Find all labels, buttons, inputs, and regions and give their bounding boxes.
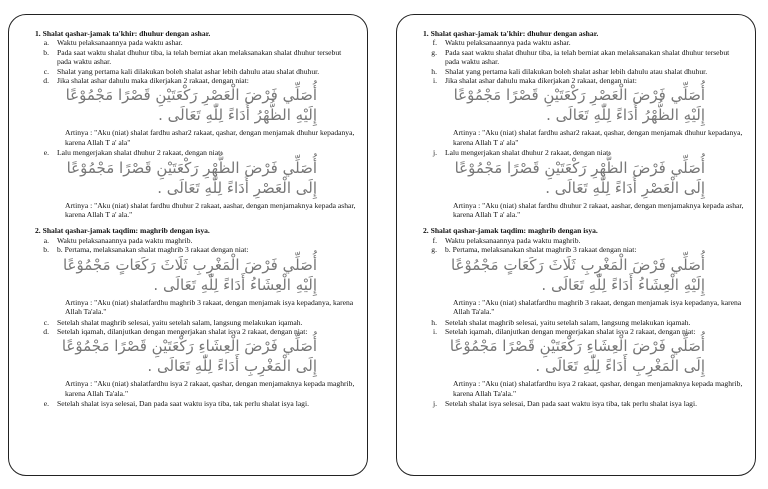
list-item: [35, 318, 357, 327]
arabic-line: إِلَيْهِ الْعِشَاءُ أَدَاءً لِلّٰهِ تَعَالَى .: [153, 275, 317, 294]
list-item-label: i.: [432, 326, 437, 336]
list-item-text: Setelah shalat maghrib selesai, yaitu setelah salam, langsung melakukan iqamah.: [445, 317, 691, 327]
list-item-label: d.: [43, 326, 49, 336]
list-item-text: Setelah shalat isya selesai, Dan pada saat waktu isya tiba, tak perlu shalat isya lagi.: [57, 399, 309, 409]
arabic-line: أُصَلِّي فَرْضَ الْعِشَاءِ رَكْعَتَيْنِ قَصْرًا مَجْمُوْعًا: [61, 337, 317, 356]
list-item: [35, 76, 357, 85]
list-item: [423, 76, 745, 85]
list-item-label: e.: [43, 399, 49, 409]
arabic-line: إِلَيْهِ الْعِشَاءُ أَدَاءً لِلّٰهِ تَعَالَى .: [541, 275, 705, 294]
list-item-text: Waktu pelaksanaannya pada waktu maghrib.: [57, 235, 193, 245]
arabic-line: إِلَيْهِ الظُّهْرُ أَدَاءً لِلّٰهِ تَعَالَى .: [158, 106, 317, 125]
arabic-niat: [423, 158, 745, 198]
list-item-label: j.: [432, 148, 437, 158]
list-item-label: g.: [431, 245, 437, 255]
page-content: [423, 29, 745, 409]
translation-text: Artinya : "Aku (niat) shalat fardhu ashar2 rakaat, qashar, dengan menjamak dhuhur kepadanya, karena Allah T a' ala": [453, 128, 743, 147]
list-item-text: Lalu mengerjakan shalat dhuhur 2 rakaat, dengan niat:: [57, 148, 223, 158]
translation-text: Artinya : "Aku (niat) shalat fardhu dhuhur 2 rakaat, aashar, dengan menjamaknya kepada ashar, karena Allah T a' ala.": [453, 200, 744, 220]
list-item: [423, 399, 745, 408]
list-item: [35, 236, 357, 245]
section-2: [35, 226, 357, 408]
list-item: [423, 48, 745, 67]
list-item-text: Setelah shalat isya selesai, Dan pada saat waktu isya tiba, tak perlu shalat isya lagi.: [445, 399, 697, 409]
page-content: [35, 29, 357, 409]
list-item-text: Pada saat waktu shalat dhuhur tiba, ia telah berniat akan melaksanakan shalat dhuhur tersebut pada waktu ashar.: [445, 47, 730, 67]
list-item-text: Shalat yang pertama kali dilakukan boleh shalat ashar lebih dahulu atau shalat dhuhur.: [57, 66, 320, 76]
list-item-label: e.: [43, 148, 49, 158]
list-item: [35, 38, 357, 47]
list-item-text: Waktu pelaksanaannya pada waktu maghrib.: [445, 235, 581, 245]
arabic-line: إِلَى الْمَغْرِبِ أَدَاءً لِلّٰهِ تَعَالَى .: [535, 357, 705, 376]
list-item: [35, 399, 357, 408]
page-panel-left: [8, 14, 368, 476]
list-item-text: b. Pertama, melaksanakan shalat maghrib 3 rakaat dengan niat:: [57, 245, 249, 255]
arabic-line: أُصَلِّي فَرْضَ الظُّهْرِ رَكْعَتَيْنِ قَصْرًا مَجْمُوْعًا: [454, 158, 705, 177]
list-item: [423, 38, 745, 47]
translation-text: Artinya : "Aku (niat) shalatfardhu isya 2 rakaat, qashar, dengan menjamaknya kepada maghrib, karena Allah Ta'ala.": [65, 379, 355, 398]
translation-text: Artinya : "Aku (niat) shalat fardhu dhuhur 2 rakaat, aashar, dengan menjamaknya kepada ashar, karena Allah T a' ala.": [65, 200, 356, 220]
list-item: [35, 245, 357, 254]
arabic-line: إِلَيْهِ الظُّهْرُ أَدَاءً لِلّٰهِ تَعَالَى .: [546, 106, 705, 125]
arabic-niat: [423, 336, 745, 376]
translation-text: Artinya : "Aku (niat) shalatfardhu maghrib 3 rakaat, dengan menjamak isya kepadanya, karena Allah Ta'ala.": [453, 297, 742, 317]
arabic-niat: [35, 85, 357, 125]
list-item-label: a.: [43, 235, 49, 245]
arabic-niat: [423, 255, 745, 295]
list-item: [423, 318, 745, 327]
list-item-label: j.: [432, 399, 437, 409]
section-2: [423, 226, 745, 408]
arabic-line: إِلَى الْعَصْرِ أَدَاءً لِلّٰهِ تَعَالَى .: [157, 178, 317, 197]
section-1: [423, 29, 745, 219]
list-item: [423, 148, 745, 157]
section-heading: 2. Shalat qashar-jamak taqdim: maghrib dengan isya.: [35, 226, 210, 236]
list-item-label: a.: [43, 38, 49, 48]
list-item-label: c.: [43, 317, 49, 327]
arabic-line: أُصَلِّي فَرْضَ الْعَصْرِ رَكْعَتَيْنِ قَصْرًا مَجْمُوْعًا: [65, 86, 317, 105]
list-item-label: f.: [432, 38, 437, 48]
list-item-label: f.: [432, 235, 437, 245]
page-panel-right: [396, 14, 756, 476]
list-item: [423, 236, 745, 245]
section-1: [35, 29, 357, 219]
list-item-label: h.: [431, 317, 437, 327]
list-item: [35, 67, 357, 76]
list-item-label: b.: [43, 245, 49, 255]
arabic-niat: [35, 255, 357, 295]
list-item-text: Waktu pelaksanaannya pada waktu ashar.: [57, 38, 183, 48]
section-heading: 1. Shalat qashar-jamak ta'khir: dhuhur dengan ashar.: [35, 29, 211, 38]
list-item-text: Pada saat waktu shalat dhuhur tiba, ia telah berniat akan melaksanakan shalat dhuhur tersebut pada waktu ashar.: [57, 47, 342, 67]
list-item-label: g.: [431, 47, 437, 57]
list-item: [35, 148, 357, 157]
translation-text: Artinya : "Aku (niat) shalatfardhu isya 2 rakaat, qashar, dengan menjamaknya kepada maghrib, karena Allah Ta'ala.": [453, 379, 743, 398]
list-item-text: Shalat yang pertama kali dilakukan boleh shalat ashar lebih dahulu atau shalat dhuhur.: [445, 66, 708, 76]
section-heading: 1. Shalat qashar-jamak ta'khir: dhuhur dengan ashar.: [423, 29, 599, 38]
list-item-label: i.: [432, 76, 437, 86]
arabic-line: أُصَلِّي فَرْضَ الْعَصْرِ رَكْعَتَيْنِ قَصْرًا مَجْمُوْعًا: [453, 86, 705, 105]
list-item: [35, 48, 357, 67]
list-item: [35, 327, 357, 336]
list-item-label: h.: [431, 66, 437, 76]
arabic-niat: [423, 85, 745, 125]
list-item-text: Setelah shalat maghrib selesai, yaitu setelah salam, langsung melakukan iqamah.: [57, 317, 303, 327]
list-item-text: Setelah iqamah, dilanjutkan dengan mengerjakan shalat isya 2 rakaat, dengan niat:: [445, 326, 696, 336]
list-item: [423, 327, 745, 336]
list-item-label: d.: [43, 76, 49, 86]
translation-text: Artinya : "Aku (niat) shalatfardhu maghrib 3 rakaat, dengan menjamak isya kepadanya, karena Allah Ta'ala.": [65, 297, 354, 317]
list-item-text: Setelah iqamah, dilanjutkan dengan mengerjakan shalat isya 2 rakaat, dengan niat:: [57, 326, 308, 336]
arabic-niat: [35, 158, 357, 198]
list-item-text: Jika shalat ashar dahulu maka dikerjakan 2 rakaat, dengan niat:: [57, 76, 249, 86]
arabic-line: أُصَلِّي فَرْضَ الْمَغْرِبِ ثَلَاثَ رَكَعَاتٍ مَجْمُوْعًا: [62, 255, 317, 274]
arabic-line: أُصَلِّي فَرْضَ الْعِشَاءِ رَكْعَتَيْنِ قَصْرًا مَجْمُوْعًا: [449, 337, 705, 356]
list-item: [423, 245, 745, 254]
list-item-text: Jika shalat ashar dahulu maka dikerjakan 2 rakaat, dengan niat:: [445, 76, 637, 86]
translation-text: Artinya : "Aku (niat) shalat fardhu ashar2 rakaat, qashar, dengan menjamak dhuhur kepadanya, karena Allah T a' ala": [65, 128, 355, 147]
list-item-text: Waktu pelaksanaannya pada waktu ashar.: [445, 38, 571, 48]
section-heading: 2. Shalat qashar-jamak taqdim: maghrib dengan isya.: [423, 226, 598, 236]
list-item-text: b. Pertama, melaksanakan shalat maghrib 3 rakaat dengan niat:: [445, 245, 637, 255]
arabic-niat: [35, 336, 357, 376]
list-item-text: Lalu mengerjakan shalat dhuhur 2 rakaat, dengan niat:: [445, 148, 611, 158]
list-item-label: c.: [43, 66, 49, 76]
arabic-line: أُصَلِّي فَرْضَ الظُّهْرِ رَكْعَتَيْنِ قَصْرًا مَجْمُوْعًا: [66, 158, 317, 177]
arabic-line: أُصَلِّي فَرْضَ الْمَغْرِبِ ثَلَاثَ رَكَعَاتٍ مَجْمُوْعًا: [450, 255, 705, 274]
arabic-line: إِلَى الْمَغْرِبِ أَدَاءً لِلّٰهِ تَعَالَى .: [147, 357, 317, 376]
list-item: [423, 67, 745, 76]
arabic-line: إِلَى الْعَصْرِ أَدَاءً لِلّٰهِ تَعَالَى .: [545, 178, 705, 197]
list-item-label: b.: [43, 47, 49, 57]
